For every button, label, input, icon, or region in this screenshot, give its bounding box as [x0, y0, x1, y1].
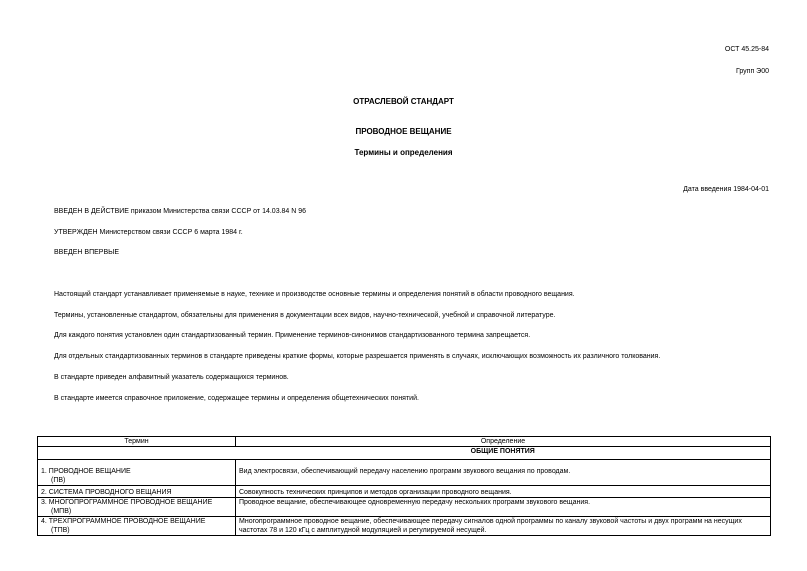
table-row	[38, 517, 771, 536]
enactment-line: ВВЕДЕН В ДЕЙСТВИЕ приказом Министерства связи СССР от 14.03.84 N 96	[54, 208, 307, 215]
term-name: 3. МНОГОПРОГРАММНОЕ ПРОВОДНОЕ ВЕЩАНИЕ	[41, 499, 213, 506]
term-cell	[38, 498, 236, 517]
term-cell	[38, 517, 236, 536]
document-title: ПРОВОДНОЕ ВЕЩАНИЕ	[355, 127, 452, 136]
document-group: Групп Э00	[735, 68, 769, 75]
term-abbreviation: (ТПВ)	[51, 527, 70, 534]
column-header-definition: Определение	[236, 437, 771, 447]
section-spacer	[38, 447, 236, 460]
terms-table	[37, 436, 771, 536]
term-name: 4. ТРЕХПРОГРАММНОЕ ПРОВОДНОЕ ВЕЩАНИЕ	[41, 518, 206, 525]
table-row	[38, 498, 771, 517]
intro-paragraph: Настоящий стандарт устанавливает применяемые в науке, технике и производстве основные термины и определения понятий в области проводного вещания.	[54, 291, 575, 298]
standard-category: ОТРАСЛЕВОЙ СТАНДАРТ	[353, 97, 454, 106]
table-header-row	[38, 437, 771, 447]
term-name: 1. ПРОВОДНОЕ ВЕЩАНИЕ	[41, 468, 131, 475]
intro-paragraph: В стандарте приведен алфавитный указатель содержащихся терминов.	[54, 374, 289, 381]
intro-paragraph: В стандарте имеется справочное приложение, содержащее термины и определения общетехнических понятий.	[54, 395, 419, 402]
term-name: 2. СИСТЕМА ПРОВОДНОГО ВЕЩАНИЯ	[41, 489, 172, 496]
term-cell	[38, 486, 236, 498]
intro-paragraph: Для каждого понятия установлен один стандартизованный термин. Применение терминов-синонимов стандартизованного термина запрещается.	[54, 332, 531, 339]
definition-cell: Совокупность технических принципов и методов организации проводного вещания.	[236, 486, 771, 498]
section-heading: ОБЩИЕ ПОНЯТИЯ	[236, 447, 771, 460]
intro-paragraph: Термины, установленные стандартом, обязательны для применения в документации всех видов, научно-технической, учебной и справочной литературе.	[54, 312, 556, 319]
term-abbreviation: (МПВ)	[51, 508, 72, 515]
approval-line: УТВЕРЖДЕН Министерством связи СССР 6 марта 1984 г.	[54, 229, 243, 236]
first-introduced-line: ВВЕДЕН ВПЕРВЫЕ	[54, 249, 119, 256]
document-subtitle: Термины и определения	[354, 148, 453, 157]
intro-paragraph: Для отдельных стандартизованных терминов в стандарте приведены краткие формы, которые разрешается применять в случаях, исключающих возможность их различного толкования.	[54, 353, 661, 360]
term-cell	[38, 460, 236, 486]
definition-cell: Проводное вещание, обеспечивающее одновременную передачу нескольких программ звукового вещания.	[236, 498, 771, 517]
definition-cell: Вид электросвязи, обеспечивающий передачу населению программ звукового вещания по проводам.	[236, 460, 771, 486]
section-row	[38, 447, 771, 460]
document-code: ОСТ 45.25-84	[724, 46, 769, 53]
definition-cell: Многопрограммное проводное вещание, обеспечивающее передачу сигналов одной программы по каналу звуковой частоты и двух программ на несущих частотах 78 и 120 кГц с амплитудной модуляцией и регулируемой несущей.	[236, 517, 771, 536]
column-header-term: Термин	[38, 437, 236, 447]
table-row	[38, 486, 771, 498]
term-abbreviation: (ПВ)	[51, 477, 66, 484]
table-row	[38, 460, 771, 486]
effective-date: Дата введения 1984-04-01	[683, 186, 769, 193]
